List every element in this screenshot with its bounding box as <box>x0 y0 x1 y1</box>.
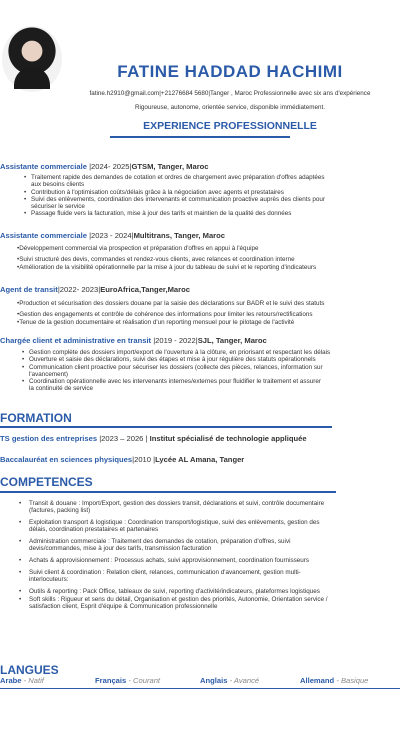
language-name: Français <box>95 676 127 685</box>
formation-entry <box>0 434 307 443</box>
job-role: Agent de transit <box>0 285 58 294</box>
langues-section-title: LANGUES <box>0 663 59 677</box>
job-role: Assistante commerciale <box>0 162 87 171</box>
job-bullet: • Traitement rapide des demandes de cotation et ordres de chargement avec préparation d'offres adaptées <box>31 174 400 181</box>
language-item <box>300 676 368 685</box>
job-role: Assistante commerciale <box>0 231 87 240</box>
job-bullet-continuation: la continuité de service <box>29 385 94 393</box>
formation-degree: Baccalauréat en sciences physiques <box>0 455 133 464</box>
job-header <box>0 231 400 240</box>
job-bullet: • Ouverture et saisie des déclarations, suivi des étapes et mise à jour régulière des statuts opérationnels <box>29 356 400 363</box>
language-level: - Basique <box>336 676 369 685</box>
languages-row <box>0 676 400 686</box>
job-bullet-continuation: l'avancement) <box>29 370 69 378</box>
job-bullet: •Gestion des engagements et contrôle de cohérence des informations pour limiter les retours/rectifications <box>17 311 313 319</box>
skill-item: • Outils & reporting : Pack Office, tableaux de suivi, reporting d'activité/indicateurs, plateformes logistiques <box>0 588 400 595</box>
language-item <box>200 676 259 685</box>
job-header <box>0 336 400 345</box>
job-bullets <box>0 174 400 218</box>
job-entry <box>0 285 400 326</box>
job-bullet: • Coordination opérationnelle avec les intervenants internes/externes pour fluidifier le traitement et assurer <box>29 378 400 385</box>
job-company: Multitrans, Tanger, Maroc <box>133 231 225 240</box>
formation-dates: |2010 | <box>132 455 156 464</box>
language-item <box>0 676 44 685</box>
job-bullets <box>0 245 400 271</box>
langues-divider <box>0 688 400 689</box>
job-bullet-continuation: aux besoins clients <box>31 181 85 189</box>
job-bullet: •Développement commercial via prospection et préparation d'offres en appui à l'équipe <box>17 245 259 252</box>
skill-item: • Administration commerciale : Traitement des demandes de cotation, préparation d'offres, suivi devis/commandes, mise à jour des tarifs, transmission facturation <box>0 538 400 553</box>
job-bullet: •Amélioration de la visibilité opérationnelle par la mise à jour du tableau de suivi et le reporting d'indicateurs <box>17 263 317 271</box>
job-header <box>0 285 400 294</box>
job-entry <box>0 231 400 271</box>
job-dates: |2024- 2025| <box>89 162 132 171</box>
skill-item: • Transit & douane : Import/Export, gestion des dossiers transit, déclarations et suivi, contrôle documentaire (factures, packing list) <box>0 500 400 515</box>
job-company: SJL, Tanger, Maroc <box>197 336 267 345</box>
job-company: EuroAfrica,Tanger,Maroc <box>100 285 190 294</box>
skill-item: • Achats & approvisionnement : Processus achats, suivi approvisionnement, coordination fournisseurs <box>0 557 400 564</box>
job-bullet: •Suivi structuré des devis, commandes et rendez-vous clients, avec relances et coordination interne <box>17 256 295 264</box>
job-bullet: • Contribution à l'optimisation coûts/délais grâce à la négociation avec agents et prestataires <box>31 189 400 196</box>
job-bullets <box>0 349 400 393</box>
formation-school: Lycée AL Amana, Tanger <box>155 455 245 464</box>
language-name: Arabe <box>0 676 22 685</box>
job-dates: |2022- 2023| <box>57 285 101 294</box>
job-bullet: • Gestion complète des dossiers import/export de l'ouverture à la clôture, en priorisant et respectant les délais <box>29 349 400 356</box>
language-name: Allemand <box>300 676 335 685</box>
job-bullets <box>0 300 400 326</box>
job-bullet: • Passage fluide vers la facturation, mise à jour des tarifs et maintien de la qualité des données <box>31 210 400 217</box>
formation-dates: |2023 – 2026 | <box>99 434 148 443</box>
formation-entry <box>0 455 244 464</box>
job-bullet-continuation: sécuriser le service <box>31 203 85 211</box>
job-dates: |2023 - 2024| <box>89 231 134 240</box>
skill-item: • Exploitation transport & logistique : Coordination transport/logistique, suivi des enlèvements, gestion des délais, coordination prestataires et partenaires <box>0 519 400 534</box>
formation-school: Institut spécialisé de technologie appliquée <box>149 434 307 443</box>
language-level: - Avancé <box>229 676 260 685</box>
language-level: - Natif <box>23 676 44 685</box>
full-name: FATINE HADDAD HACHIMI <box>117 62 343 81</box>
job-bullet: • Communication client proactive pour sécuriser les dossiers (collecte des pièces, relances, information sur <box>29 364 400 371</box>
job-bullet: •Production et sécurisation des dossiers douane par la saisie des déclarations sur BADR et le suivi des statuts <box>17 300 325 307</box>
job-bullet: •Tenue de la gestion documentaire et réalisation d'un reporting mensuel pour le pilotage de l'activité <box>17 318 295 326</box>
profile-summary: Rigoureuse, autonome, orientée service, disponible immédiatement. <box>134 104 326 111</box>
language-level: - Courant <box>128 676 161 685</box>
language-name: Anglais <box>200 676 228 685</box>
skills-list <box>0 500 400 615</box>
job-company: GTSM, Tanger, Maroc <box>131 162 209 171</box>
contact-line: fatine.h2910@gmail.com|+21276684 5680|Tanger , Maroc Professionnelle avec six ans d'expérience <box>89 90 371 97</box>
formation-section-title: FORMATION <box>0 411 72 425</box>
job-role: Chargée client et administrative en transit <box>0 336 152 345</box>
competences-divider <box>0 491 336 493</box>
job-entry <box>0 162 400 218</box>
experience-divider <box>110 136 290 138</box>
language-item <box>95 676 160 685</box>
job-header <box>0 162 400 171</box>
job-bullet: • Suivi des enlèvements, coordination des intervenants et communication proactive auprès des clients pour <box>31 196 400 203</box>
job-entry <box>0 336 400 393</box>
skill-item: • Suivi client & coordination : Relation client, relances, communication d'avancement, gestion multi- interlocuteurs: <box>0 569 400 584</box>
formation-degree: TS gestion des entreprises <box>0 434 98 443</box>
formation-divider <box>0 426 332 428</box>
job-dates: |2019 - 2022| <box>153 336 198 345</box>
competences-section-title: COMPETENCES <box>0 475 93 489</box>
experience-section-title: EXPERIENCE PROFESSIONNELLE <box>143 120 317 132</box>
skill-item: • Soft skills : Rigueur et sens du détail, Organisation et gestion des priorités, Autonomie, Orientation service / satisfaction client, Esprit d'équipe & Communication professionnelle <box>0 596 400 611</box>
